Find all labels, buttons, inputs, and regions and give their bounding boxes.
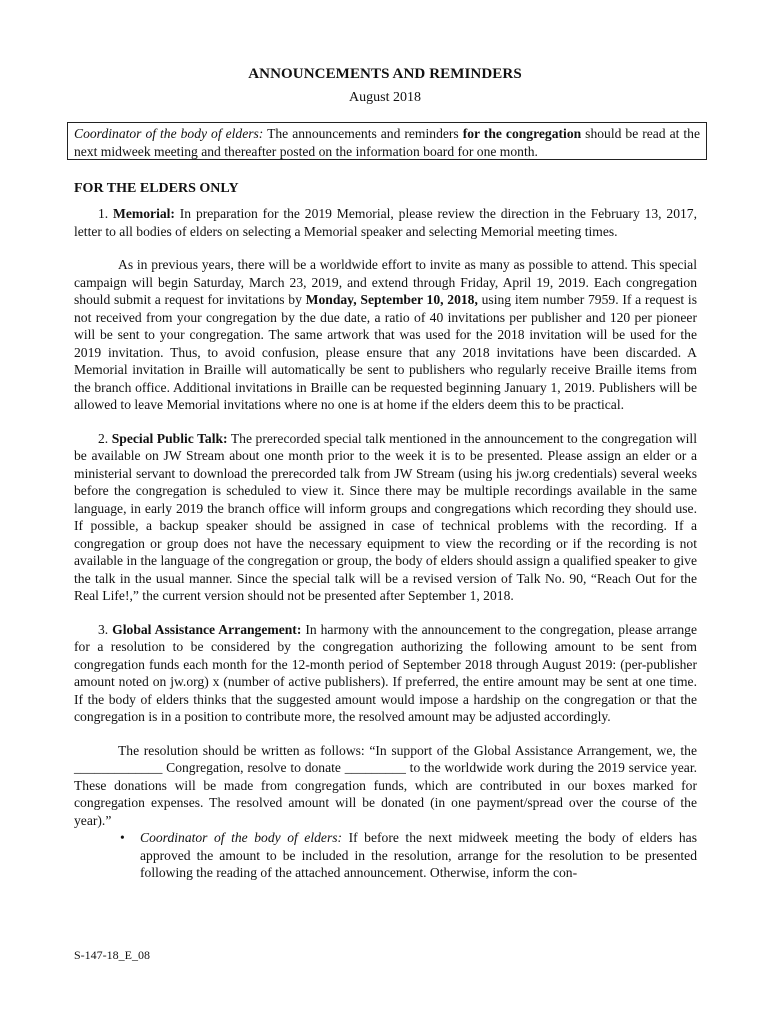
item-text: In harmony with the announcement to the congregation, please arrange for a resolution to be considered by the congregation authorizing the following amount to be sent from congregation funds each month for the 12-month period of September 2018 through August 2019: (per-publisher amount noted on jw.org) x (number of active publishers). If preferred, the entire amount may be sent at one time. If the body of elders thinks that the suggested amount would impose a hardship on the congregation or that the congregation is in a position to contribute more, the resolved amount may be adjusted accordingly. [74, 621, 697, 724]
item-number: 1. [98, 206, 109, 221]
bullet-text: If before the next midweek meeting the body of elders has approved the amount to be included in the resolution, arrange for the resolution to be presented following the reading of the attached announcement. Otherwise, inform the con- [140, 830, 697, 880]
paragraph-resolution: The resolution should be written as follows: “In support of the Global Assistance Arrangement, we, the _____________ Congregation, resolve to donate _________ to the worldwide work during the 2019 service year. These donations will be made from congregation funds, which are contributed in our boxes marked for congregation expenses. The resolved amount will be donated (in one payment/spread over the course of the year).” [74, 742, 697, 828]
item-number: 2. [98, 430, 109, 446]
paragraph-memorial [74, 205, 697, 240]
bullet-icon: • [120, 830, 125, 845]
notice-lead: Coordinator of the body of elders: [74, 126, 264, 141]
section-heading: FOR THE ELDERS ONLY [74, 181, 239, 196]
item-label: Special Public Talk: [111, 430, 228, 446]
paragraph-memorial-invitations [74, 256, 697, 414]
item-number: 3. [98, 621, 109, 637]
item-text: In preparation for the 2019 Memorial, please review the direction in the February 13, 2017, letter to all bodies of elders on selecting a Memorial speaker and selecting Memorial meeting times. [74, 206, 698, 239]
document-date: August 2018 [349, 90, 421, 105]
bullet-coordinator [118, 829, 697, 882]
notice-text-a: The announcements and reminders [263, 126, 463, 141]
document-body [74, 205, 697, 882]
paragraph-special-public-talk [74, 430, 697, 605]
item-text-b: using item number 7959. If a request is not received from your congregation by the due date, a ratio of 40 invitations per publisher and 120 per pioneer will be sent to your congregation. The same artwork that was used for the 2018 invitation will be used for the 2019 invitation. Thus, to avoid confusion, please ensure that any 2018 invitations have been discarded. A Memorial invitation in Braille will automatically be sent to publishers who regularly receive Braille items from the branch office. Additional invitations in Braille can be requested beginning January 1, 2019. Publishers will be allowed to leave Memorial invitations where no one is at home if the elders deem this to be practical. [74, 292, 697, 412]
item-label: Global Assistance Arrangement: [112, 621, 302, 637]
item-label: Memorial: [113, 206, 175, 221]
item-text: The prerecorded special talk mentioned in the announcement to the congregation will be available on JW Stream about one month prior to the week it is to be presented. Please assign an elder or a ministerial servant to download the prerecorded talk from JW Stream (using his jw.org credentials) several weeks before the congregation is scheduled to view it. Since there may be multiple recordings available in the same language, in early 2019 the branch office will inform groups and congregations which recording they should use. If possible, a backup speaker should be assigned in case of technical problems with the recording. If a congregation or group does not have the necessary equipment to view the recording or if the recording is not available in the language of the congregation or group, the body of elders should assign a qualified speaker to give the talk in the usual manner. Since the special talk will be a revised version of Talk No. 90, “Reach Out for the Real Life!,” the current version should not be presented after September 1, 2018. [74, 430, 697, 603]
notice-bold: for the congregation [462, 126, 582, 141]
paragraph-global-assistance [74, 621, 697, 726]
coordinator-notice-box [67, 122, 707, 160]
document-code: S-147-18_E_08 [74, 948, 150, 962]
item-text-a: As in previous years, there will be a worldwide effort to invite as many as possible to attend. This special campaign will begin Saturday, March 23, 2019, and extend through Friday, April 19, 2019. Each congregation should submit a request for invitations by [74, 257, 697, 307]
item-bold-date: Monday, September 10, 2018, [305, 292, 478, 307]
document-title: ANNOUNCEMENTS AND REMINDERS [248, 66, 522, 82]
bullet-lead: Coordinator of the body of elders: [140, 830, 343, 845]
notice-text-b: should be read at the next midweek meeting and thereafter posted on the information board for one month. [74, 126, 700, 159]
